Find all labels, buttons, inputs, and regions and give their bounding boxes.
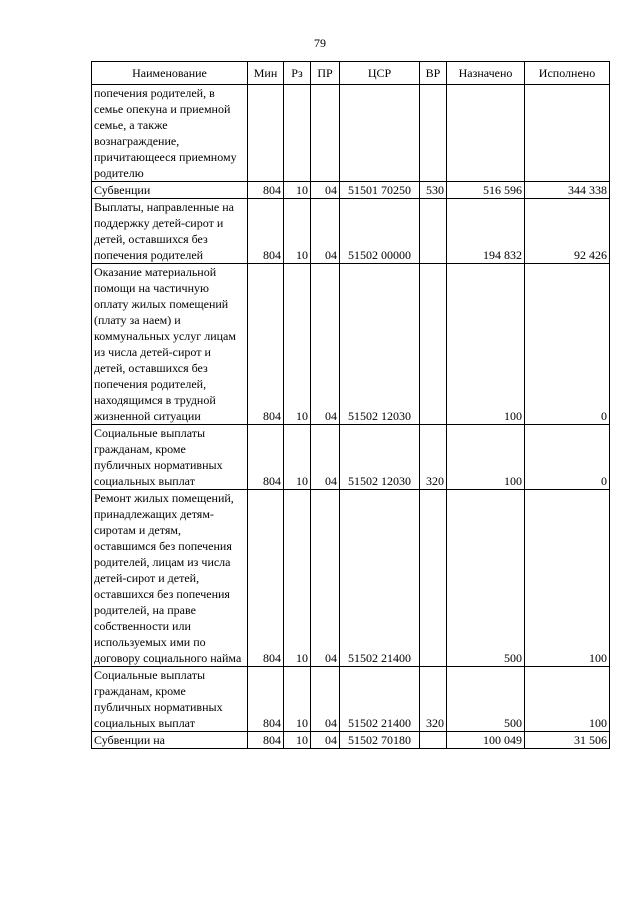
cell-name: Ремонт жилых помещений, принадлежащих детям-сиротам и детям, оставшимся без попечения родителей, лицам из числа детей-сирот и детей, оставшихся без попечения родителей, на праве собственности или используемых ими по договору социального найма xyxy=(92,490,248,667)
cell-executed: 31 506 xyxy=(525,732,610,749)
cell-vr: 320 xyxy=(420,425,447,490)
header-name: Наименование xyxy=(92,62,248,85)
cell-assigned: 100 xyxy=(447,425,525,490)
cell-rz: 10 xyxy=(284,199,311,264)
cell-executed: 344 338 xyxy=(525,182,610,199)
cell-rz: 10 xyxy=(284,490,311,667)
header-assigned: Назначено xyxy=(447,62,525,85)
cell-csr: 51502 70180 xyxy=(340,732,420,749)
cell-executed xyxy=(525,85,610,182)
header-vr: ВР xyxy=(420,62,447,85)
cell-vr: 530 xyxy=(420,182,447,199)
header-pr: ПР xyxy=(311,62,340,85)
cell-csr: 51502 12030 xyxy=(340,425,420,490)
cell-name: Социальные выплаты гражданам, кроме публичных нормативных социальных выплат xyxy=(92,667,248,732)
cell-csr xyxy=(340,85,420,182)
header-rz: Рз xyxy=(284,62,311,85)
cell-rz: 10 xyxy=(284,425,311,490)
table-row xyxy=(92,667,610,732)
cell-executed: 0 xyxy=(525,264,610,425)
cell-pr: 04 xyxy=(311,667,340,732)
cell-rz: 10 xyxy=(284,667,311,732)
cell-pr: 04 xyxy=(311,732,340,749)
table-row xyxy=(92,425,610,490)
cell-name: Выплаты, направленные на поддержку детей-сирот и детей, оставшихся без попечения родителей xyxy=(92,199,248,264)
table-row xyxy=(92,182,610,199)
cell-vr xyxy=(420,264,447,425)
table-row xyxy=(92,732,610,749)
cell-csr: 51502 21400 xyxy=(340,490,420,667)
cell-vr xyxy=(420,85,447,182)
cell-executed: 100 xyxy=(525,490,610,667)
cell-assigned: 500 xyxy=(447,667,525,732)
cell-min xyxy=(248,85,284,182)
cell-min: 804 xyxy=(248,490,284,667)
cell-pr: 04 xyxy=(311,264,340,425)
cell-name: Субвенции на xyxy=(92,732,248,749)
cell-vr xyxy=(420,732,447,749)
cell-name: Субвенции xyxy=(92,182,248,199)
cell-pr: 04 xyxy=(311,199,340,264)
header-csr: ЦСР xyxy=(340,62,420,85)
cell-vr: 320 xyxy=(420,667,447,732)
cell-min: 804 xyxy=(248,667,284,732)
table-row xyxy=(92,264,610,425)
cell-executed: 100 xyxy=(525,667,610,732)
cell-executed: 0 xyxy=(525,425,610,490)
budget-table xyxy=(91,61,610,749)
cell-min: 804 xyxy=(248,182,284,199)
cell-pr: 04 xyxy=(311,182,340,199)
table-body xyxy=(92,85,610,749)
cell-min: 804 xyxy=(248,732,284,749)
cell-vr xyxy=(420,490,447,667)
cell-assigned: 100 049 xyxy=(447,732,525,749)
cell-csr: 51501 70250 xyxy=(340,182,420,199)
cell-rz: 10 xyxy=(284,182,311,199)
cell-min: 804 xyxy=(248,199,284,264)
cell-assigned: 194 832 xyxy=(447,199,525,264)
cell-min: 804 xyxy=(248,264,284,425)
cell-name: попечения родителей, в семье опекуна и приемной семье, а также вознаграждение, причитающееся приемному родителю xyxy=(92,85,248,182)
cell-pr: 04 xyxy=(311,490,340,667)
table-row xyxy=(92,85,610,182)
cell-rz: 10 xyxy=(284,264,311,425)
cell-rz: 10 xyxy=(284,732,311,749)
cell-pr: 04 xyxy=(311,425,340,490)
cell-executed: 92 426 xyxy=(525,199,610,264)
cell-assigned: 500 xyxy=(447,490,525,667)
page-number: 79 xyxy=(314,36,326,50)
cell-name: Социальные выплаты гражданам, кроме публичных нормативных социальных выплат xyxy=(92,425,248,490)
cell-name: Оказание материальной помощи на частичную оплату жилых помещений (плату за наем) и коммунальных услуг лицам из числа детей-сирот и детей, оставшихся без попечения родителей, находящимся в трудной жизненной ситуации xyxy=(92,264,248,425)
cell-csr: 51502 21400 xyxy=(340,667,420,732)
cell-assigned xyxy=(447,85,525,182)
cell-csr: 51502 12030 xyxy=(340,264,420,425)
cell-rz xyxy=(284,85,311,182)
header-executed: Исполнено xyxy=(525,62,610,85)
cell-vr xyxy=(420,199,447,264)
cell-csr: 51502 00000 xyxy=(340,199,420,264)
header-row xyxy=(92,62,610,85)
header-min: Мин xyxy=(248,62,284,85)
cell-assigned: 516 596 xyxy=(447,182,525,199)
cell-assigned: 100 xyxy=(447,264,525,425)
cell-pr xyxy=(311,85,340,182)
table-row xyxy=(92,199,610,264)
table-row xyxy=(92,490,610,667)
cell-min: 804 xyxy=(248,425,284,490)
